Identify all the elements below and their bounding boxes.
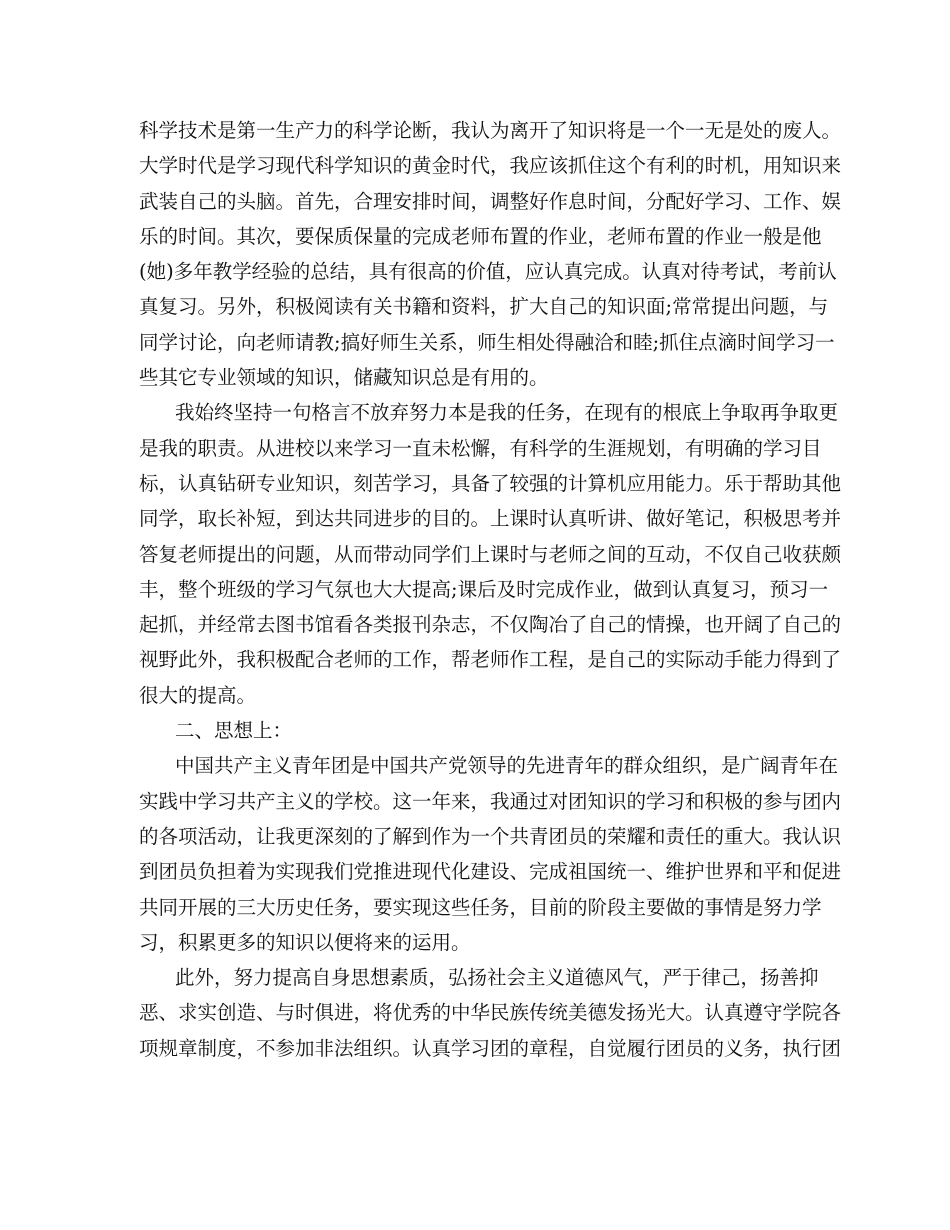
text-line: 科学技术是第一生产力的科学论断，我认为离开了知识将是一个一无是处的废人。: [139, 119, 842, 142]
text-line: 些其它专业领域的知识，储藏知识总是有用的。: [139, 366, 549, 390]
text-line: 很大的提高。: [139, 683, 257, 707]
text-line: 标，认真钻研专业知识，刻苦学习，具备了较强的计算机应用能力。乐于帮助其他: [139, 471, 842, 495]
text-line: (她)多年教学经验的总结，具有很高的价值，应认真完成。认真对待考试，考前认: [139, 260, 837, 284]
text-line: 起抓，并经常去图书馆看各类报刊杂志，不仅陶冶了自己的情操，也开阔了自己的: [139, 613, 842, 637]
paragraph-start-line: 此外，努力提高自身思想素质，弘扬社会主义道德风气，严于律己，扬善抑: [175, 966, 819, 990]
text-line: 项规章制度，不参加非法组织。认真学习团的章程，自觉履行团员的义务，执行团: [139, 1036, 842, 1060]
text-line: 是我的职责。从进校以来学习一直未松懈，有科学的生涯规划，有明确的学习目: [139, 436, 822, 460]
text-line: 同学，取长补短，到达共同进步的目的。上课时认真听讲、做好笔记，积极思考并: [139, 507, 842, 531]
text-line: 恶、求实创造、与时俱进，将优秀的中华民族传统美德发扬光大。认真遵守学院各: [139, 1001, 842, 1025]
text-line: 视野此外，我积极配合老师的工作，帮老师作工程，是自己的实际动手能力得到了: [139, 648, 842, 672]
body-text: [139, 113, 842, 1066]
text-line: 乐的时间。其次，要保质保量的完成老师布置的作业，老师布置的作业一般是他: [139, 224, 822, 248]
text-line: 习，积累更多的知识以便将来的运用。: [139, 930, 471, 954]
text-line: 武装自己的头脑。首先，合理安排时间，调整好作息时间，分配好学习、工作、娱: [139, 189, 842, 213]
text-line: 答复老师提出的问题，从而带动同学们上课时与老师之间的互动，不仅自己收获颇: [139, 542, 842, 566]
text-line: 共同开展的三大历史任务，要实现这些任务，目前的阶段主要做的事情是努力学: [139, 895, 822, 919]
text-line: 真复习。另外，积极阅读有关书籍和资料，扩大自己的知识面;常常提出问题，与: [139, 295, 829, 319]
section-heading: 二、思想上：: [175, 719, 293, 743]
text-line: 实践中学习共产主义的学校。这一年来，我通过对团知识的学习和积极的参与团内: [139, 789, 842, 813]
paragraph-start-line: 我始终坚持一句格言不放弃努力本是我的任务，在现有的根底上争取再争取更: [175, 401, 839, 425]
text-line: 大学时代是学习现代科学知识的黄金时代，我应该抓住这个有利的时机，用知识来: [139, 154, 842, 178]
text-line: 到团员负担着为实现我们党推进现代化建设、完成祖国统一、维护世界和平和促进: [139, 860, 842, 884]
text-line: 丰，整个班级的学习气氛也大大提高;课后及时完成作业，做到认真复习，预习一: [139, 577, 829, 601]
text-line: 同学讨论，向老师请教;搞好师生关系，师生相处得融洽和睦;抓住点滴时间学习一: [139, 330, 835, 354]
paragraph-start-line: 中国共产主义青年团是中国共产党领导的先进青年的群众组织，是广阔青年在: [175, 754, 839, 778]
text-line: 的各项活动，让我更深刻的了解到作为一个共青团员的荣耀和责任的重大。我认识: [139, 824, 842, 848]
